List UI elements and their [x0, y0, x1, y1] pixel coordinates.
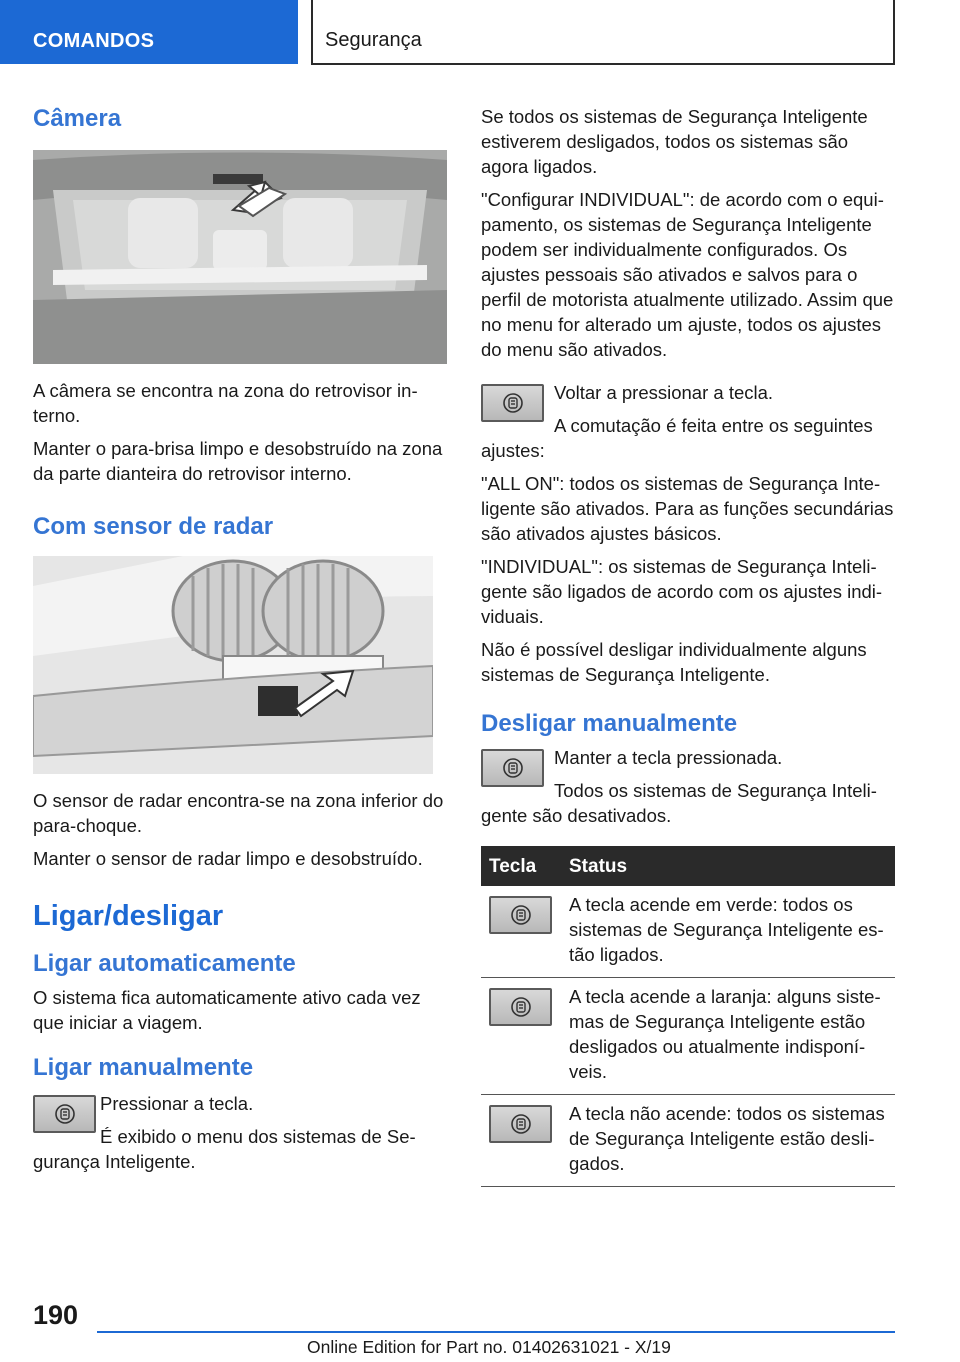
- heading-manual-on: Ligar manualmente: [33, 1054, 254, 1081]
- right-text-5: Não é possível desligar individualmente alguns sistemas de Segurança Inteligente.: [481, 639, 867, 685]
- manual-on-key-row: [33, 1091, 447, 1174]
- column-header-key: Tecla: [481, 846, 561, 886]
- driver-assist-key-icon: [489, 988, 552, 1026]
- table-cell-icon: [481, 1095, 561, 1187]
- right-column: [481, 104, 895, 1187]
- manual-on-text-1: Pressionar a tecla.: [100, 1093, 254, 1114]
- heading-radar: Com sensor de radar: [33, 513, 274, 540]
- table-cell-status: A tecla acende a laranja: alguns sistemas de Segurança Inteligente estão desligados ou atualmente indisponíveis.: [561, 978, 895, 1095]
- footer-divider: [97, 1331, 895, 1333]
- heading-auto: Ligar automaticamente: [33, 950, 296, 977]
- table-row: [481, 886, 895, 978]
- radar-illustration: [33, 556, 433, 774]
- right-text-4: "INDIVIDUAL": os sistemas de Segurança Inteligente são ligados de acordo com os ajustes individuais.: [481, 556, 883, 627]
- toggle-text-1: Voltar a pressionar a tecla.: [554, 382, 774, 403]
- camera-text-2: Manter o para-brisa limpo e desobstruído na zona da parte dianteira do retrovisor interno.: [33, 438, 443, 484]
- toggle-key-row: [481, 380, 895, 463]
- heading-on-off: Ligar/desligar: [33, 900, 224, 932]
- heading-manual-off: Desligar manualmente: [481, 710, 738, 737]
- driver-assist-key-icon: [489, 896, 552, 934]
- radar-text-1: O sensor de radar encontra-se na zona inferior do para-choque.: [33, 790, 444, 836]
- header-divider: [893, 0, 895, 64]
- camera-illustration: [33, 150, 447, 364]
- chapter-tab: [0, 0, 298, 64]
- driver-assist-key-icon: [481, 384, 544, 422]
- driver-assist-key-icon: [33, 1095, 96, 1133]
- manual-on-text-2: É exibido o menu dos sistemas de Segurança Inteligente.: [33, 1126, 416, 1172]
- header-divider: [311, 0, 313, 64]
- edition-text: Online Edition for Part no. 01402631021 - X/19: [307, 1337, 671, 1357]
- manual-off-text-1: Manter a tecla pressionada.: [554, 747, 783, 768]
- toggle-text-2: A comutação é feita entre os seguintes ajustes:: [481, 415, 873, 461]
- table-cell-icon: [481, 978, 561, 1095]
- radar-text-2: Manter o sensor de radar limpo e desobstruído.: [33, 848, 423, 869]
- table-row: [481, 978, 895, 1095]
- camera-text-1: A câmera se encontra na zona do retrovisor interno.: [33, 380, 418, 426]
- page-number: 190: [33, 1300, 79, 1330]
- manual-off-text-2: Todos os sistemas de Segurança Inteligente são desativados.: [481, 780, 877, 826]
- header-divider: [311, 63, 895, 65]
- right-text-1: Se todos os sistemas de Segurança Inteligente estiverem desligados, todos os sistemas são agora ligados.: [481, 106, 868, 177]
- table-cell-icon: [481, 886, 561, 978]
- driver-assist-key-icon: [489, 1105, 552, 1143]
- auto-text: O sistema fica automaticamente ativo cada vez que iniciar a viagem.: [33, 987, 421, 1033]
- table-header-row: [481, 846, 895, 886]
- right-text-3: "ALL ON": todos os sistemas de Segurança Inteligente são ativados. Para as funções secundárias são ativados ajustes básicos.: [481, 473, 894, 544]
- table-row: [481, 1095, 895, 1187]
- table-cell-status: A tecla não acende: todos os sistemas de Segurança Inteligente estão desligados.: [561, 1095, 895, 1187]
- table-cell-status: A tecla acende em verde: todos os sistemas de Segurança Inteligente estão ligados.: [561, 886, 895, 978]
- status-table: [481, 846, 895, 1187]
- right-text-2: "Configurar INDIVIDUAL": de acordo com o equipamento, os sistemas de Segurança Inteligente podem ser individualmente configurados. Os ajustes pessoais são ativados e salvos para o perfil de motorista atualmente utilizado. Assim que no menu for alterado um ajuste, todos os ajustes do menu são ativados.: [481, 189, 894, 360]
- chapter-title: COMANDOS: [33, 30, 155, 52]
- heading-camera: Câmera: [33, 105, 122, 132]
- section-title: Segurança: [325, 29, 422, 51]
- driver-assist-key-icon: [481, 749, 544, 787]
- column-header-status: Status: [561, 846, 895, 886]
- left-column: [33, 104, 447, 1182]
- manual-off-key-row: [481, 745, 895, 828]
